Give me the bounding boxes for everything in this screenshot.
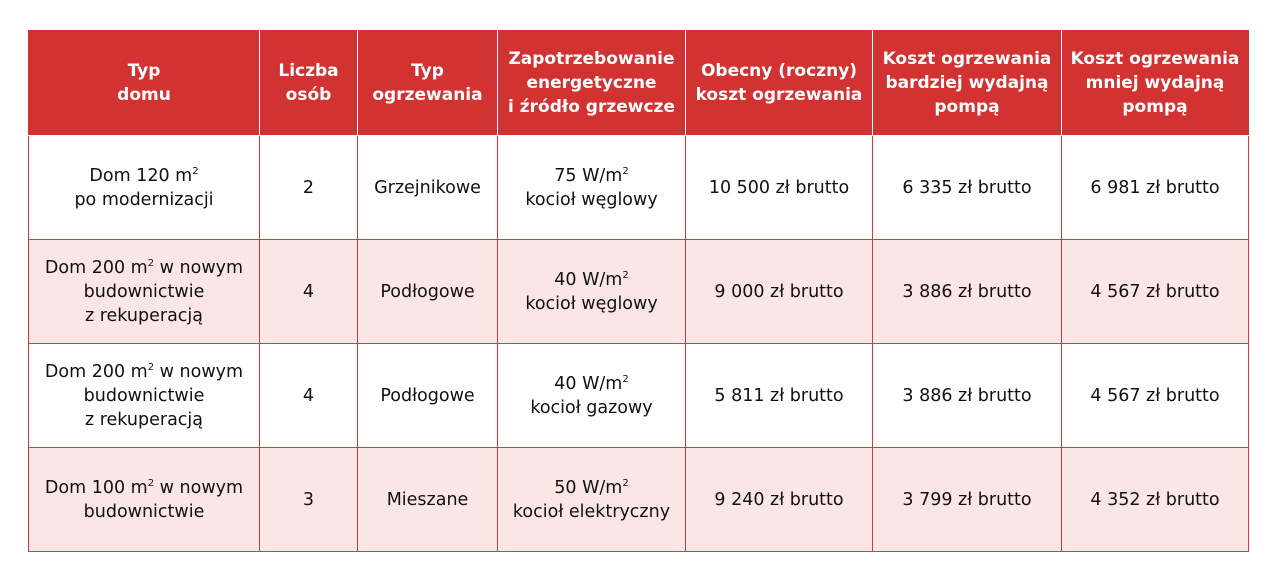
cell-persons: 2 — [260, 136, 358, 240]
header-heating-type: Typ ogrzewania — [358, 31, 498, 136]
cell-cost-less-efficient-pump: 6 981 zł brutto — [1062, 136, 1249, 240]
cell-house: Dom 200 $m^2$ w nowym budownictwie z rekuperacją — [29, 344, 260, 448]
header-persons: Liczba osób — [260, 31, 358, 136]
cell-heating-type: Grzejnikowe — [358, 136, 498, 240]
heat-pump-cost-table — [28, 30, 1249, 552]
cell-current-cost: 9 240 zł brutto — [686, 448, 873, 552]
cell-current-cost: 10 500 zł brutto — [686, 136, 873, 240]
cell-persons: 4 — [260, 240, 358, 344]
cell-cost-efficient-pump: 3 886 zł brutto — [873, 240, 1062, 344]
cell-heating-type: Podłogowe — [358, 240, 498, 344]
table-row — [29, 136, 1249, 240]
table-row — [29, 344, 1249, 448]
cell-house: Dom 120 $m^2$ po modernizacji — [29, 136, 260, 240]
table-row — [29, 448, 1249, 552]
table-row — [29, 240, 1249, 344]
cell-cost-less-efficient-pump: 4 567 zł brutto — [1062, 344, 1249, 448]
header-cost-less-efficient-pump: Koszt ogrzewania mniej wydajną pompą — [1062, 31, 1249, 136]
header-energy-demand: Zapotrzebowanie energetyczne i źródło grzewcze — [498, 31, 686, 136]
cell-heating-type: Mieszane — [358, 448, 498, 552]
cell-cost-less-efficient-pump: 4 352 zł brutto — [1062, 448, 1249, 552]
cell-persons: 4 — [260, 344, 358, 448]
cell-current-cost: 5 811 zł brutto — [686, 344, 873, 448]
cell-house: Dom 100 $m^2$ w nowym budownictwie — [29, 448, 260, 552]
cell-cost-efficient-pump: 6 335 zł brutto — [873, 136, 1062, 240]
cell-persons: 3 — [260, 448, 358, 552]
header-row — [29, 31, 1249, 136]
header-house-type: Typ domu — [29, 31, 260, 136]
header-cost-efficient-pump: Koszt ogrzewania bardziej wydajną pompą — [873, 31, 1062, 136]
cell-house: Dom 200 $m^2$ w nowym budownictwie z rekuperacją — [29, 240, 260, 344]
cell-cost-less-efficient-pump: 4 567 zł brutto — [1062, 240, 1249, 344]
cell-energy-demand: 75 $W/m^2$ kocioł węglowy — [498, 136, 686, 240]
cell-cost-efficient-pump: 3 799 zł brutto — [873, 448, 1062, 552]
cell-current-cost: 9 000 zł brutto — [686, 240, 873, 344]
header-current-cost: Obecny (roczny) koszt ogrzewania — [686, 31, 873, 136]
cell-cost-efficient-pump: 3 886 zł brutto — [873, 344, 1062, 448]
cell-energy-demand: 40 $W/m^2$ kocioł węglowy — [498, 240, 686, 344]
cell-energy-demand: 50 $W/m^2$ kocioł elektryczny — [498, 448, 686, 552]
cell-energy-demand: 40 $W/m^2$ kocioł gazowy — [498, 344, 686, 448]
cell-heating-type: Podłogowe — [358, 344, 498, 448]
